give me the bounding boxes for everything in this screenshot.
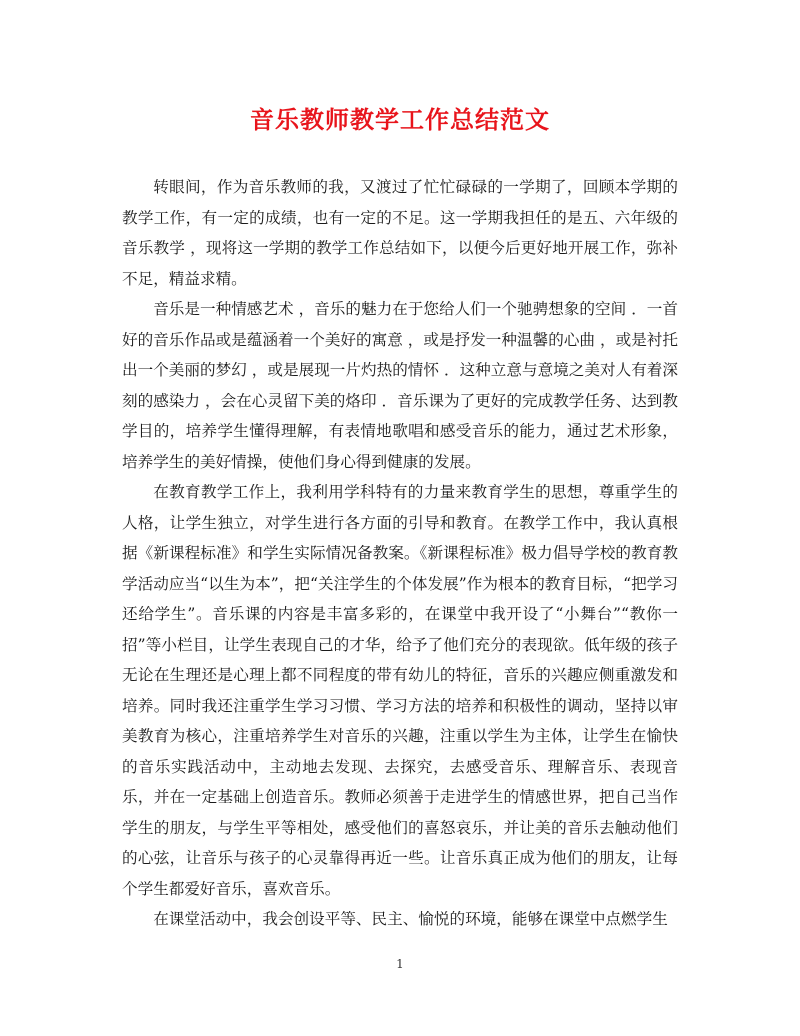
paragraph-1: 转眼间，作为音乐教师的我，又渡过了忙忙碌碌的一学期了，回顾本学期的教学工作，有一定的成绩，也有一定的不足。这一学期我担任的是五、六年级的音乐教学 ，现将这一学期的教学工作总结如下，以便今后更好地开展工作，弥补不足，精益求精。 <box>122 178 678 288</box>
document-body <box>122 172 678 935</box>
document-title: 音乐教师教学工作总结范文 <box>250 105 550 134</box>
page-number: 1 <box>396 957 404 971</box>
paragraph-4: 在课堂活动中，我会创设平等、民主、愉悦的环境，能够在课堂中点燃学生 <box>153 910 668 928</box>
paragraph-2: 音乐是一种情感艺术 ，音乐的魅力在于您给人们一个驰骋想象的空间 ．一首好的音乐作品或是蕴涵着一个美好的寓意 ，或是抒发一种温馨的心曲 ，或是衬托出一个美丽的梦幻 ，或是展现一片灼热的情怀 ．这种立意与意境之美对人有着深刻的感染力 ，会在心灵留下美的烙印 ．音乐课为了更好的完成教学任务、达到教学目的，培养学生懂得理解，有表情地歌唱和感受音乐的能力，通过艺术形象，培养学生的美好情操，使他们身心得到健康的发展。 <box>122 300 678 471</box>
paragraph-3: 在教育教学工作上，我利用学科特有的力量来教育学生的思想，尊重学生的人格，让学生独立，对学生进行各方面的引导和教育。在教学工作中，我认真根据《新课程标准》和学生实际情况备教案。《新课程标准》极力倡导学校的教育教学活动应当“以生为本”，把“关注学生的个体发展”作为根本的教育目标，“把学习还给学生”。音乐课的内容是丰富多彩的，在课堂中我开设了“小舞台”“教你一招”等小栏目，让学生表现自己的才华，给予了他们充分的表现欲。低年级的孩子无论在生理还是心理上都不同程度的带有幼儿的特征，音乐的兴趣应侧重激发和培养。同时我还注重学生学习习惯、学习方法的培养和积极性的调动，坚持以审美教育为核心，注重培养学生对音乐的兴趣，注重以学生为主体，让学生在愉快的音乐实践活动中，主动地去发现、去探究，去感受音乐、理解音乐、表现音乐，并在一定基础上创造音乐。教师必须善于走进学生的情感世界，把自己当作学生的朋友，与学生平等相处，感受他们的喜怒哀乐，并让美的音乐去触动他们的心弦，让音乐与孩子的心灵靠得再近一些。让音乐真正成为他们的朋友，让每个学生都爱好音乐，喜欢音乐。 <box>122 483 678 898</box>
